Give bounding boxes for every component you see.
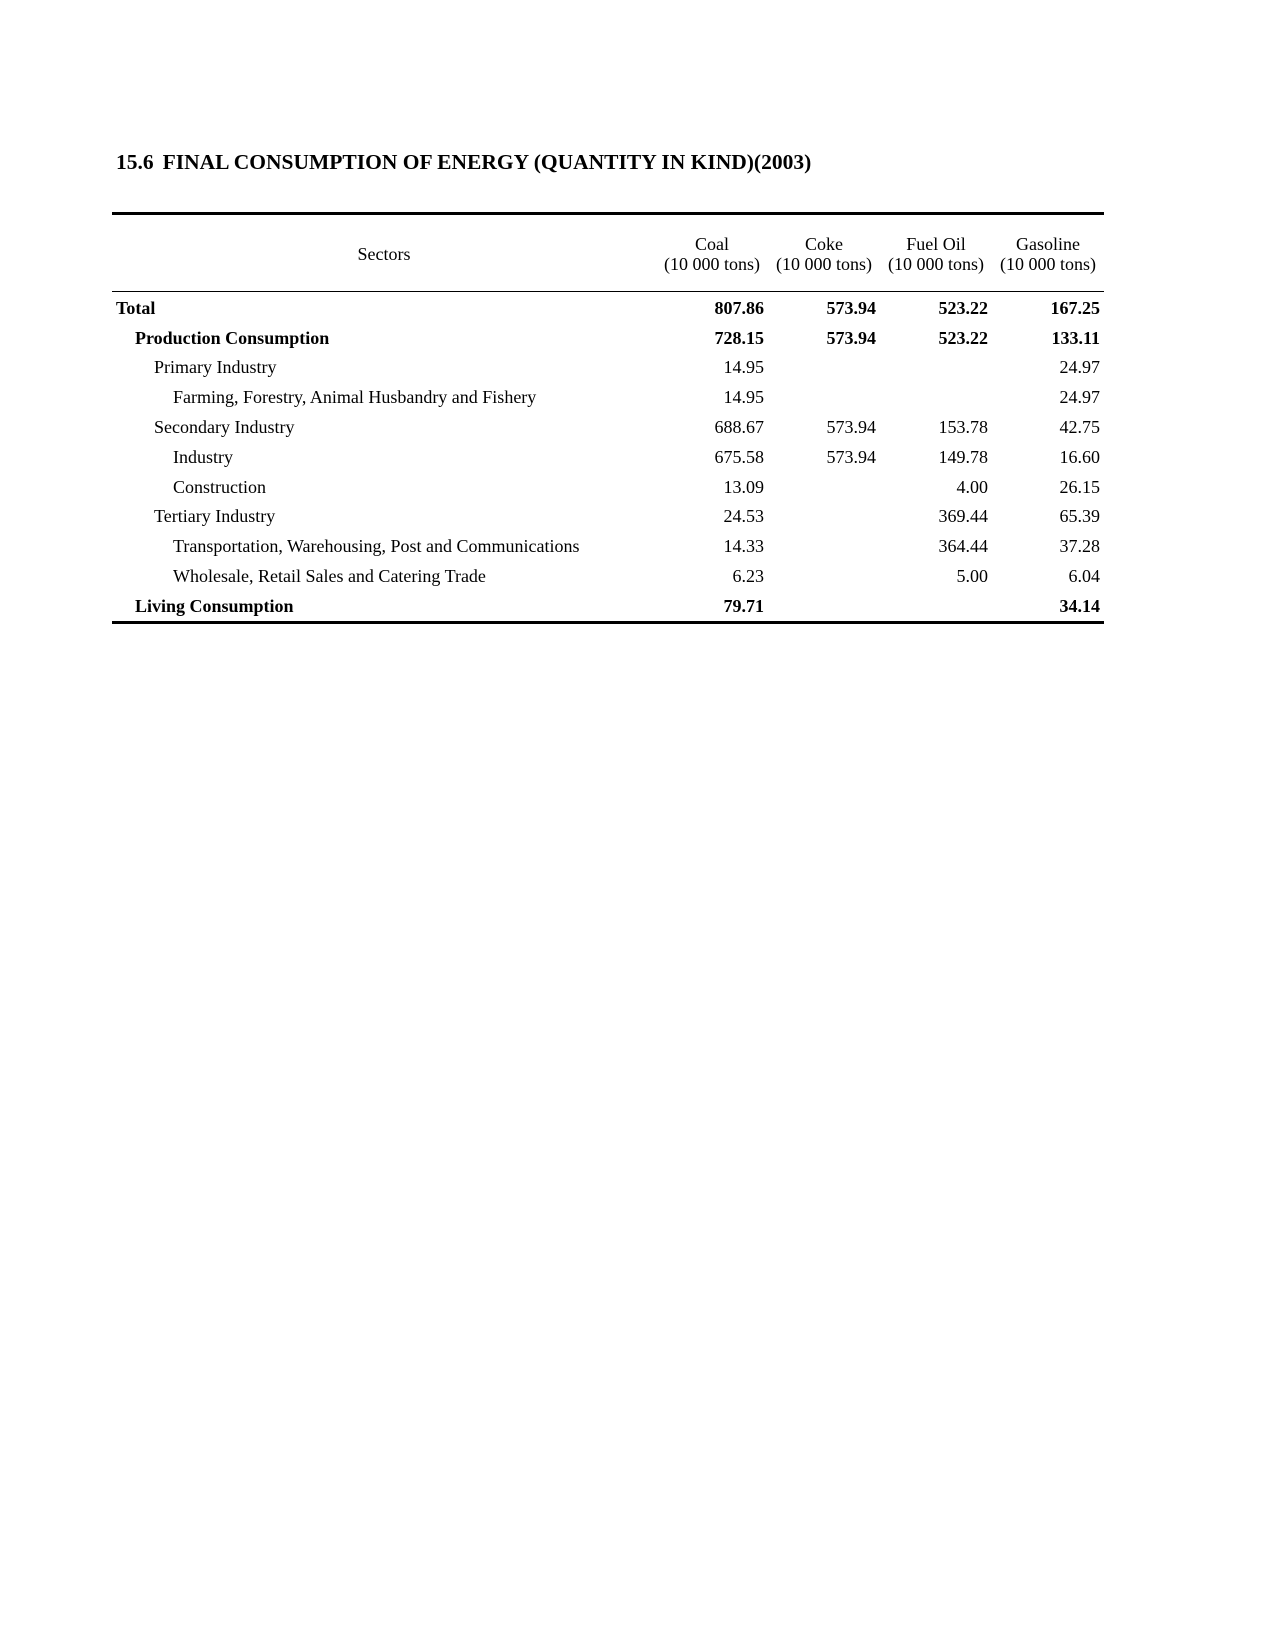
cell-coal: 13.09 xyxy=(723,476,764,497)
cell-fuel-oil: 523.22 xyxy=(938,297,988,318)
row-label: Industry xyxy=(173,446,233,467)
column-name: Coal xyxy=(695,234,729,254)
cell-coal: 688.67 xyxy=(714,417,764,438)
table-row-wholesale-retail xyxy=(112,561,1104,591)
cell-gasoline: 26.15 xyxy=(1059,476,1100,497)
cell-fuel-oil xyxy=(880,382,992,412)
row-label: Primary Industry xyxy=(154,357,277,378)
table-body xyxy=(112,292,1104,623)
cell-coke xyxy=(768,502,880,532)
table-header xyxy=(112,214,1104,292)
table-row-construction xyxy=(112,472,1104,502)
cell-gasoline: 24.97 xyxy=(1059,387,1100,408)
cell-coke xyxy=(768,353,880,383)
cell-fuel-oil: 153.78 xyxy=(938,417,988,438)
table-row-farming xyxy=(112,382,1104,412)
column-name: Gasoline xyxy=(1016,234,1080,254)
cell-gasoline: 42.75 xyxy=(1059,417,1100,438)
table-row-transportation xyxy=(112,531,1104,561)
cell-gasoline: 34.14 xyxy=(992,591,1104,622)
cell-coal: 675.58 xyxy=(714,446,764,467)
table-row-total xyxy=(112,292,1104,323)
cell-gasoline: 24.97 xyxy=(1059,357,1100,378)
header-row xyxy=(112,214,1104,292)
cell-fuel-oil: 5.00 xyxy=(956,566,988,587)
column-name: Coke xyxy=(805,234,843,254)
cell-coke xyxy=(768,591,880,622)
cell-gasoline: 6.04 xyxy=(1068,566,1100,587)
row-label: Living Consumption xyxy=(112,591,656,622)
column-header-gasoline xyxy=(992,214,1104,292)
row-label: Construction xyxy=(173,476,266,497)
cell-gasoline: 16.60 xyxy=(1059,446,1100,467)
row-label: Production Consumption xyxy=(135,327,330,348)
column-header-sectors: Sectors xyxy=(112,214,656,292)
cell-fuel-oil: 4.00 xyxy=(956,476,988,497)
cell-coke xyxy=(768,561,880,591)
table-title xyxy=(116,150,811,175)
row-label: Total xyxy=(116,297,156,318)
row-label: Tertiary Industry xyxy=(154,506,276,527)
cell-coal: 6.23 xyxy=(732,566,764,587)
cell-gasoline: 133.11 xyxy=(1051,327,1100,348)
column-unit: (10 000 tons) xyxy=(888,254,984,274)
cell-fuel-oil xyxy=(880,353,992,383)
cell-gasoline: 65.39 xyxy=(1059,506,1100,527)
cell-coke xyxy=(768,472,880,502)
cell-coke: 573.94 xyxy=(826,446,876,467)
table-title-text: FINAL CONSUMPTION OF ENERGY (QUANTITY IN KIND)(2003) xyxy=(162,150,812,174)
cell-coal: 14.33 xyxy=(723,536,764,557)
row-label: Wholesale, Retail Sales and Catering Trade xyxy=(173,566,486,587)
table-row-production-consumption xyxy=(112,323,1104,353)
cell-coal: 24.53 xyxy=(723,506,764,527)
energy-consumption-table xyxy=(112,212,1104,624)
cell-coke: 573.94 xyxy=(826,327,876,348)
cell-coke xyxy=(768,382,880,412)
column-name: Fuel Oil xyxy=(906,234,966,254)
cell-fuel-oil: 149.78 xyxy=(938,446,988,467)
cell-coke: 573.94 xyxy=(826,297,876,318)
cell-coal: 14.95 xyxy=(723,387,764,408)
cell-coal: 79.71 xyxy=(656,591,768,622)
column-unit: (10 000 tons) xyxy=(664,254,760,274)
column-header-fuel-oil xyxy=(880,214,992,292)
cell-gasoline: 37.28 xyxy=(1059,536,1100,557)
cell-gasoline: 167.25 xyxy=(1050,297,1100,318)
table-row-primary-industry xyxy=(112,353,1104,383)
cell-coke xyxy=(768,531,880,561)
cell-fuel-oil: 523.22 xyxy=(938,327,988,348)
row-label: Secondary Industry xyxy=(154,417,295,438)
cell-fuel-oil: 364.44 xyxy=(938,536,988,557)
column-unit: (10 000 tons) xyxy=(1000,254,1096,274)
column-header-coal xyxy=(656,214,768,292)
column-unit: (10 000 tons) xyxy=(776,254,872,274)
table-row-secondary-industry xyxy=(112,412,1104,442)
table-row-tertiary-industry xyxy=(112,502,1104,532)
table-number: 15.6 xyxy=(116,150,154,174)
cell-coal: 807.86 xyxy=(714,297,764,318)
row-label: Farming, Forestry, Animal Husbandry and Fishery xyxy=(173,387,537,408)
table-row-living-consumption xyxy=(112,591,1104,622)
column-header-coke xyxy=(768,214,880,292)
table-row-industry xyxy=(112,442,1104,472)
cell-fuel-oil xyxy=(880,591,992,622)
cell-coke: 573.94 xyxy=(826,417,876,438)
cell-coal: 14.95 xyxy=(723,357,764,378)
cell-fuel-oil: 369.44 xyxy=(938,506,988,527)
cell-coal: 728.15 xyxy=(714,327,764,348)
row-label: Transportation, Warehousing, Post and Communications xyxy=(173,536,580,557)
